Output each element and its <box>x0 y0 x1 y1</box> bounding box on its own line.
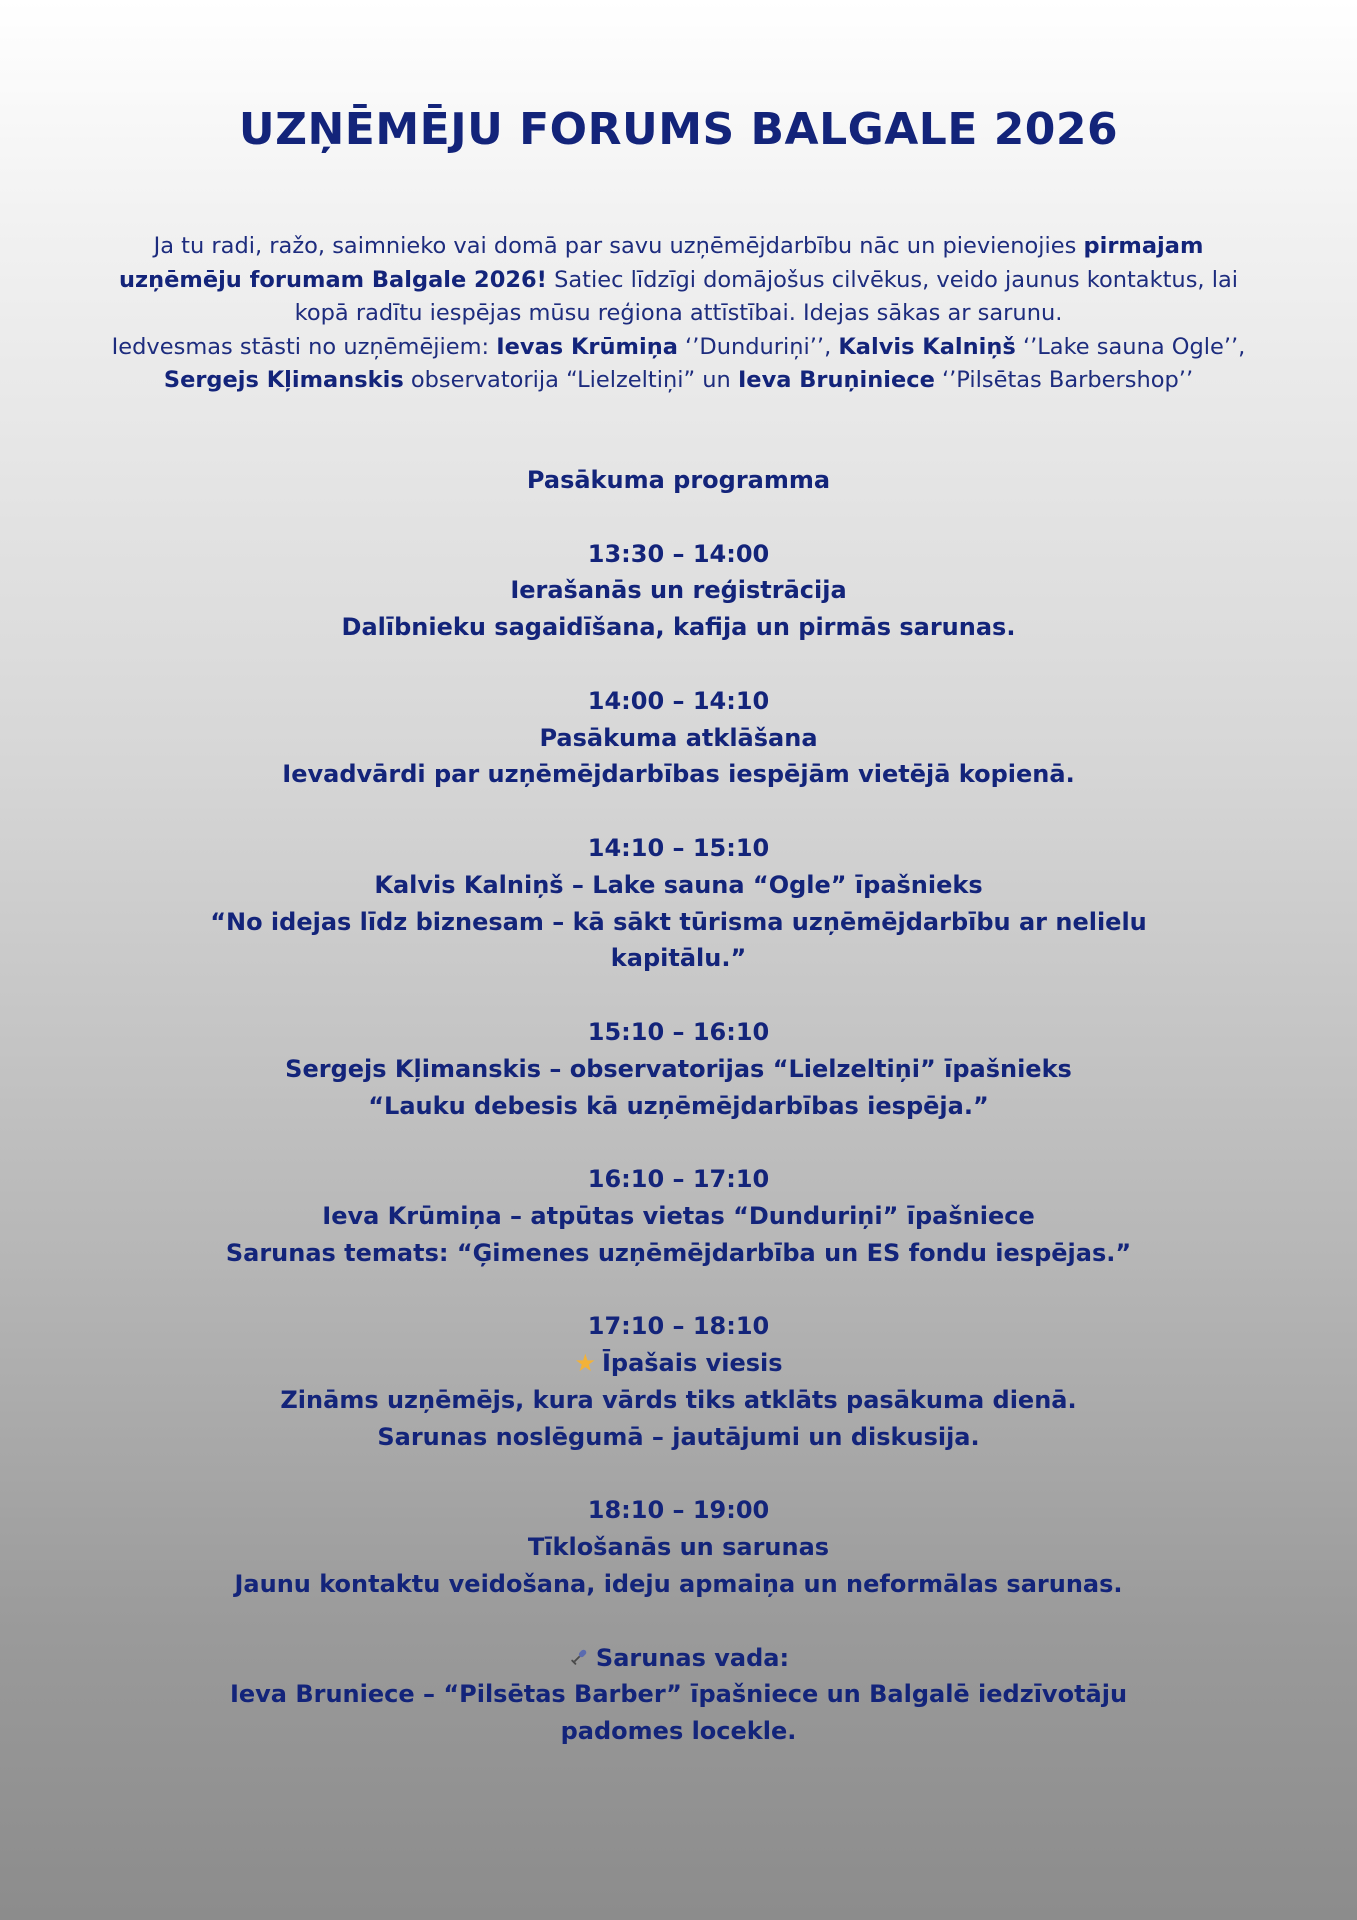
microphone-icon <box>568 1646 590 1668</box>
program-item-desc: kapitālu.” <box>610 944 747 973</box>
program-item-desc: Sarunas noslēgumā – jautājumi un diskusija. <box>377 1422 980 1451</box>
program-item <box>60 1161 1297 1271</box>
intro-text-part: Iedvesmas stāsti no uzņēmējiem: <box>111 333 497 360</box>
program-item <box>60 536 1297 646</box>
host-section <box>60 1640 1297 1750</box>
program-item-title: Pasākuma atklāšana <box>539 723 818 752</box>
intro-text-part: observatorija “Lielzeltiņi” un <box>403 367 738 393</box>
intro-text <box>90 230 1267 398</box>
program-item <box>60 1492 1297 1602</box>
program-item-title: Kalvis Kalniņš – Lake sauna “Ogle” īpašnieks <box>374 870 983 899</box>
program-item-title: Īpašais viesis <box>601 1349 783 1378</box>
program-item-title: Ierašanās un reģistrācija <box>510 576 847 605</box>
program-item-title-row <box>60 1345 1297 1382</box>
program-item-desc: “Lauku debesis kā uzņēmējdarbības iespēja.” <box>368 1091 989 1120</box>
speaker-name: Ievas Krūmiņa <box>496 333 678 360</box>
page-title: UZŅĒMĒJU FORUMS BALGALE 2026 <box>238 104 1119 155</box>
host-desc: padomes locekle. <box>560 1717 797 1746</box>
host-label-row <box>60 1640 1297 1677</box>
program-item <box>60 1308 1297 1455</box>
intro-highlight: pirmajam uzņēmēju forumam Balgale 2026! <box>118 233 1204 293</box>
host-desc: Ieva Bruniece – “Pilsētas Barber” īpašniece un Balgalē iedzīvotāju <box>229 1680 1128 1709</box>
program-item-desc: Zināms uzņēmējs, kura vārds tiks atklāts pasākuma dienā. <box>280 1385 1077 1414</box>
speaker-name: Kalvis Kalniņš <box>838 333 1016 360</box>
program-item-title: Sergejs Kļimanskis – observatorijas “Lielzeltiņi” īpašnieks <box>285 1054 1072 1083</box>
program-item-time: 15:10 – 16:10 <box>587 1017 770 1046</box>
program-item-desc: Sarunas temats: “Ģimenes uzņēmējdarbība un ES fondu iespējas.” <box>225 1238 1132 1267</box>
intro-text-part: Ja tu radi, ražo, saimnieko vai domā par savu uzņēmējdarbību nāc un pievienojies <box>153 233 1084 259</box>
program-item-time: 18:10 – 19:00 <box>587 1496 770 1525</box>
program-item-title: Tīklošanās un sarunas <box>527 1533 830 1562</box>
program-item-time: 16:10 – 17:10 <box>587 1165 770 1194</box>
program-item-desc: Dalībnieku sagaidīšana, kafija un pirmās sarunas. <box>341 613 1016 642</box>
speaker-name: Ieva Bruņiniece <box>737 367 935 393</box>
intro-text-part: Satiec līdzīgi domājošus cilvēkus, veido jaunus kontaktus, lai kopā radītu iespējas mūsu reģiona attīstībai. Idejas sākas ar sarunu. <box>294 266 1239 326</box>
program-item-time: 14:00 – 14:10 <box>587 686 770 715</box>
intro-text-part: ‘’Dunduriņi’’, <box>677 333 839 360</box>
intro-text-part: ‘’Lake sauna Ogle’’, <box>1015 333 1246 360</box>
program-item-time: 17:10 – 18:10 <box>587 1312 770 1341</box>
star-icon: ★ <box>574 1349 596 1378</box>
program-item-time: 13:30 – 14:00 <box>587 539 770 568</box>
program-item <box>60 683 1297 793</box>
program-item <box>60 1014 1297 1124</box>
program-item-title: Ieva Krūmiņa – atpūtas vietas “Dunduriņi” īpašniece <box>322 1201 1035 1230</box>
program-heading: Pasākuma programma <box>526 466 831 494</box>
program-item-time: 14:10 – 15:10 <box>587 833 770 862</box>
intro-text-part: ‘’Pilsētas Barbershop’’ <box>934 367 1194 393</box>
speaker-name: Sergejs Kļimanskis <box>163 367 404 393</box>
program-item <box>60 830 1297 977</box>
event-program <box>60 462 1297 1750</box>
program-item-desc: Jaunu kontaktu veidošana, ideju apmaiņa un neformālas sarunas. <box>234 1569 1123 1598</box>
program-item-desc: Ievadvārdi par uzņēmējdarbības iespējām vietējā kopienā. <box>282 760 1075 789</box>
program-item-desc: “No idejas līdz biznesam – kā sākt tūrisma uzņēmējdarbību ar nelielu <box>210 907 1147 936</box>
host-label: Sarunas vada: <box>595 1643 790 1672</box>
